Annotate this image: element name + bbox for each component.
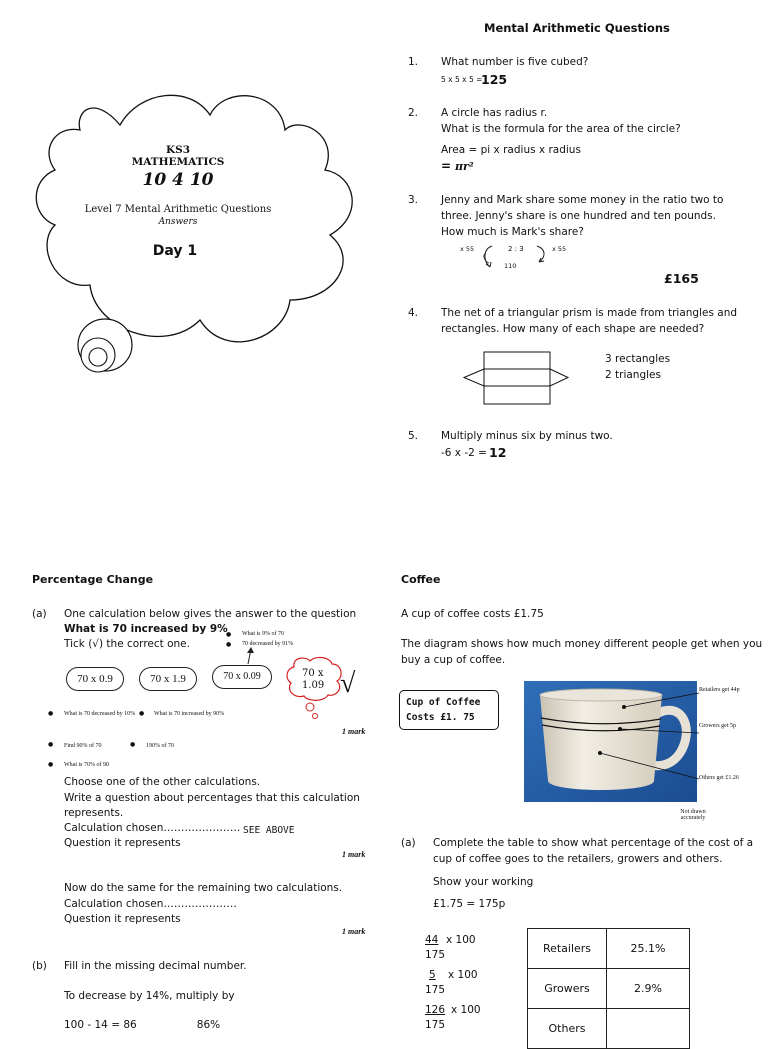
q4-number: 4. (408, 307, 419, 319)
percentage-title: Percentage Change (32, 573, 154, 586)
mark-3: 1 mark (342, 927, 366, 936)
note-calc-4: 190% of 70 (146, 743, 174, 749)
note-top-2: 70 decreased by 91% (242, 641, 294, 647)
q4-answer-rectangles: 3 rectangles (605, 353, 671, 365)
q3-line1: Jenny and Mark share some money in the ratio two to (441, 194, 724, 206)
part-b-decrease: To decrease by 14%, multiply by (64, 990, 235, 1002)
table-row (528, 969, 690, 1009)
part-b-working: 100 - 14 = 86 86% (64, 1019, 221, 1031)
arrow-up-icon (245, 646, 257, 666)
cloud-code: 10 4 10 (142, 170, 214, 190)
conversion: £1.75 = 175p (433, 898, 506, 910)
q2-working: Area = pi x radius x radius (441, 144, 581, 156)
coffee-a-line1: Complete the table to show what percentage of the cost of a (433, 837, 754, 849)
mental-title: Mental Arithmetic Questions (484, 21, 670, 35)
table-cell-value[interactable] (607, 1009, 690, 1049)
q2-line2: What is the formula for the area of the circle? (441, 123, 681, 135)
note-calc-5: What is 70% of 90 (64, 762, 109, 768)
fraction-3-denominator: 175 (425, 1019, 446, 1031)
question-represents-1: Question it represents (64, 837, 181, 849)
q1-number: 1. (408, 56, 419, 68)
label-growers: Growers get 5p (699, 723, 736, 729)
coffee-cost: A cup of coffee costs £1.75 (401, 608, 544, 620)
calc-option-1[interactable]: 70 x 0.9 (66, 667, 124, 691)
q3-ratio: 2 : 3 (508, 245, 524, 253)
same-line: Now do the same for the remaining two calculations. (64, 882, 343, 894)
calc-option-4[interactable]: 70 x 1.09 (302, 668, 325, 691)
bullet-icon: ● (226, 631, 232, 638)
see-above: SEE ABOVE (243, 825, 295, 836)
choose-line-2: Write a question about percentages that this calculation (64, 792, 360, 804)
coffee-diagram-line1: The diagram shows how much money different people get when you (401, 638, 763, 650)
coffee-title: Coffee (401, 573, 441, 586)
coffee-cup-image (524, 681, 768, 803)
q3-mult-left: x 55 (460, 245, 475, 253)
bullet-icon: ● (130, 741, 136, 748)
q5-working: -6 x -2 = (441, 447, 487, 459)
note-top-1: What is 9% of 70 (242, 631, 284, 637)
q3-mult-right: x 55 (552, 245, 567, 253)
calc-option-2[interactable]: 70 x 1.9 (139, 667, 197, 691)
mark-2: 1 mark (342, 850, 366, 859)
coffee-box-line2: Costs £1. 75 (406, 712, 475, 723)
fraction-2-denominator: 175 (425, 984, 446, 996)
coffee-box-line1: Cup of Coffee (406, 697, 481, 708)
q5-text: Multiply minus six by minus two. (441, 430, 613, 442)
bullet-icon: ● (48, 761, 54, 768)
bullet-icon: ● (226, 641, 232, 648)
cloud-day: Day 1 (152, 243, 198, 259)
q3-number: 3. (408, 194, 419, 206)
q3-arrows (480, 243, 570, 277)
label-retailers: Retailers get 44p (699, 687, 740, 693)
fraction-1-denominator: 175 (425, 949, 446, 961)
q1-answer: 125 (481, 72, 508, 87)
prism-net-diagram (462, 350, 572, 406)
mark-1: 1 mark (342, 727, 366, 736)
calc-option-3[interactable]: 70 x 0.09 (212, 665, 272, 689)
table-row (528, 1009, 690, 1049)
q3-line2: three. Jenny's share is one hundred and ten pounds. (441, 210, 716, 222)
q4-answer-triangles: 2 triangles (605, 369, 661, 381)
coffee-a-label: (a) (401, 837, 416, 849)
q3-line3: How much is Mark's share? (441, 226, 584, 238)
fraction-2-numerator: 5 (429, 969, 436, 981)
q2-answer: πr² (455, 160, 474, 173)
note-calc-2: What is 70 increased by 90% (154, 711, 225, 717)
q5-answer: 12 (489, 445, 507, 460)
part-b-text: Fill in the missing decimal number. (64, 960, 247, 972)
table-cell-label: Growers (528, 969, 607, 1009)
coffee-cost-box (399, 690, 499, 730)
q2-answer-prefix: = (441, 159, 452, 173)
fraction-1-mult: x 100 (446, 934, 476, 946)
choose-line-1: Choose one of the other calculations. (64, 776, 261, 788)
q5-number: 5. (408, 430, 419, 442)
part-b-label: (b) (32, 960, 47, 972)
percentage-table (527, 928, 690, 1049)
table-cell-value[interactable]: 25.1% (607, 929, 690, 969)
calc-chosen-2: Calculation chosen………………… (64, 898, 237, 910)
tick-instruction: Tick (√) the correct one. (64, 638, 190, 650)
choose-line-3: represents. (64, 807, 124, 819)
q1-working: 5 x 5 x 5 = (441, 75, 483, 84)
q3-answer: £165 (664, 271, 699, 286)
part-a-question: What is 70 increased by 9% (64, 623, 228, 635)
bullet-icon: ● (139, 710, 145, 717)
label-others: Others get £1.26 (699, 775, 739, 781)
q3-value: 110 (504, 262, 517, 270)
q2-number: 2. (408, 107, 419, 119)
table-cell-label: Others (528, 1009, 607, 1049)
show-working: Show your working (433, 876, 534, 888)
part-a-text: One calculation below gives the answer to the question (64, 608, 357, 620)
fraction-2-mult: x 100 (448, 969, 478, 981)
coffee-a-line2: cup of coffee goes to the retailers, growers and others. (433, 853, 723, 865)
fraction-3-numerator: 126 (425, 1004, 446, 1016)
note-calc-3: Find 90% of 70 (64, 743, 102, 749)
table-row (528, 929, 690, 969)
question-represents-2: Question it represents (64, 913, 181, 925)
bullet-icon: ● (48, 710, 54, 717)
q1-text: What number is five cubed? (441, 56, 589, 68)
cloud-level: Level 7 Mental Arithmetic Questions (84, 204, 272, 215)
cloud-subject: KS3 MATHEMATICS (131, 144, 225, 168)
q4-line1: The net of a triangular prism is made from triangles and (441, 307, 738, 319)
table-cell-label: Retailers (528, 929, 607, 969)
fraction-3-mult: x 100 (451, 1004, 481, 1016)
coffee-diagram-line2: buy a cup of coffee. (401, 654, 506, 666)
not-drawn-accurately: Not drawn accurately (680, 809, 706, 821)
thought-cloud (0, 85, 380, 390)
fraction-1-numerator: 44 (425, 934, 439, 946)
tick-mark-icon: √ (340, 668, 356, 699)
q4-line2: rectangles. How many of each shape are needed? (441, 323, 705, 335)
note-calc-1: What is 70 decreased by 10% (64, 711, 136, 717)
part-a-label: (a) (32, 608, 47, 620)
bullet-icon: ● (48, 741, 54, 748)
q2-line1: A circle has radius r. (441, 107, 548, 119)
table-cell-value[interactable]: 2.9% (607, 969, 690, 1009)
cloud-answers: Answers (158, 217, 198, 227)
calc-chosen-1: Calculation chosen…………………. (64, 822, 241, 834)
